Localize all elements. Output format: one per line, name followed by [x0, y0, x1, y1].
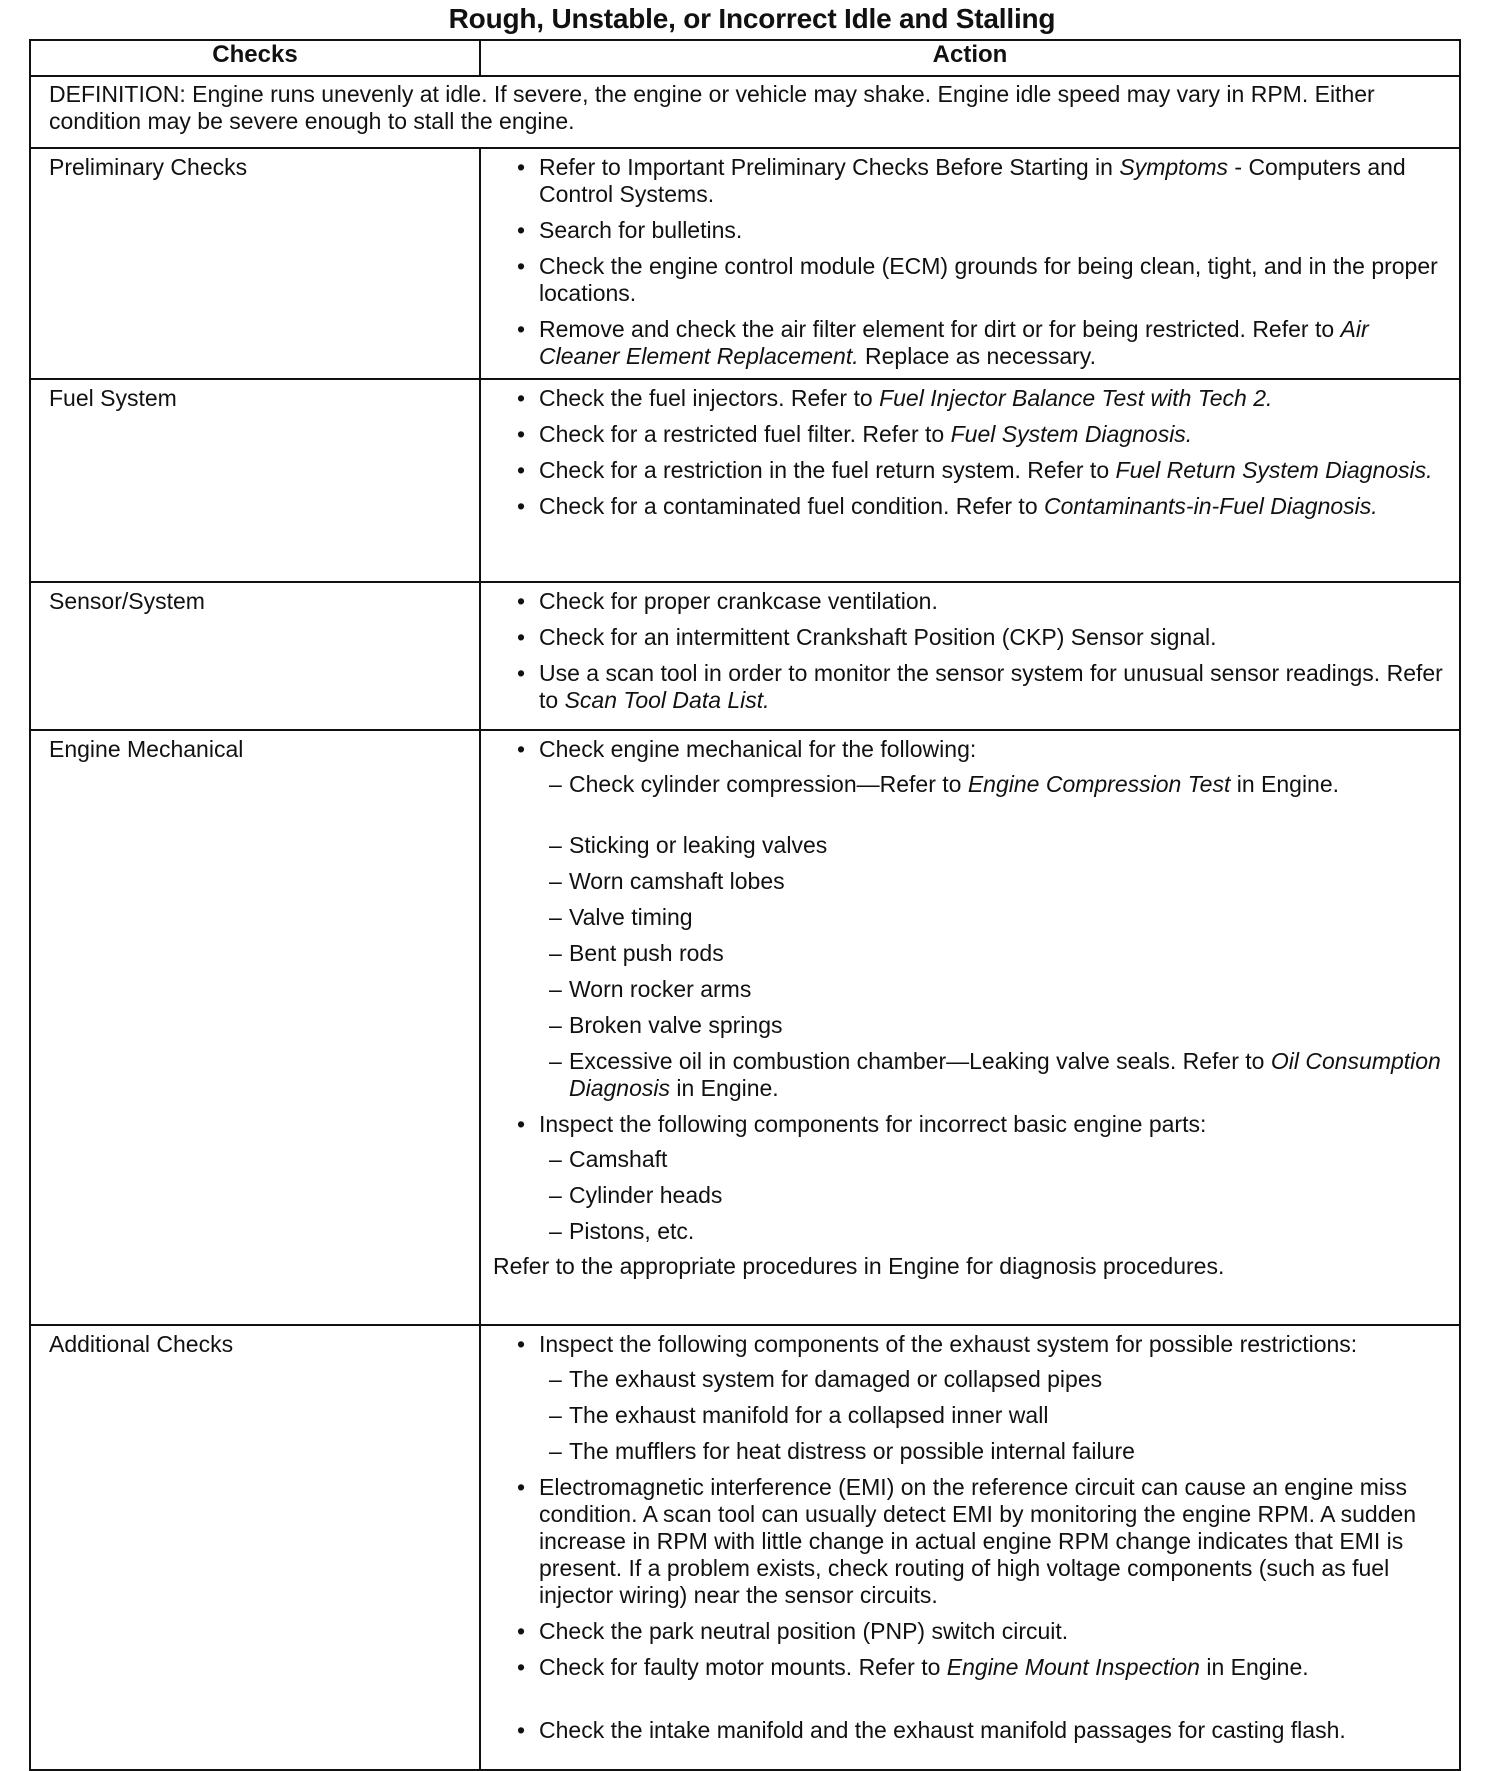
- sub-list: [539, 1146, 1449, 1245]
- list-item: • Refer to Important Preliminary Checks Before Starting in Symptoms - Computers and Control Systems.: [511, 154, 1449, 208]
- check-label: Additional Checks: [30, 1325, 480, 1770]
- definition-row: [30, 76, 1460, 148]
- sub-item: – The exhaust system for damaged or collapsed pipes: [539, 1366, 1449, 1393]
- action-cell: [480, 582, 1460, 730]
- list-item: • Inspect the following components of the exhaust system for possible restrictions: – The exhaust system for damaged or collapsed pipes – The exhaust manifold for a collapsed inner wall – The mufflers for heat distress or possible internal failure: [511, 1331, 1449, 1465]
- check-label: Preliminary Checks: [30, 148, 480, 379]
- list-item: • Inspect the following components for incorrect basic engine parts: – Camshaft – Cylinder heads – Pistons, etc.: [511, 1111, 1449, 1245]
- action-list: [511, 385, 1449, 520]
- header-action: Action: [480, 40, 1460, 76]
- action-cell: [480, 730, 1460, 1325]
- table-row: [30, 730, 1460, 1325]
- list-item: • Check the intake manifold and the exhaust manifold passages for casting flash.: [511, 1717, 1449, 1744]
- sub-item: – Pistons, etc.: [539, 1218, 1449, 1245]
- sub-item: – Excessive oil in combustion chamber—Leaking valve seals. Refer to Oil Consumption Diagnosis in Engine.: [539, 1048, 1449, 1102]
- sub-item: – Cylinder heads: [539, 1182, 1449, 1209]
- header-row: [30, 40, 1460, 76]
- sub-item: – Valve timing: [539, 904, 1449, 931]
- sub-item: – Worn camshaft lobes: [539, 868, 1449, 895]
- action-list: [511, 736, 1449, 1245]
- action-cell: [480, 379, 1460, 582]
- header-checks: Checks: [30, 40, 480, 76]
- list-item: • Use a scan tool in order to monitor the sensor system for unusual sensor readings. Refer to Scan Tool Data List.: [511, 660, 1449, 714]
- list-item: • Check for faulty motor mounts. Refer to Engine Mount Inspection in Engine.: [511, 1654, 1449, 1681]
- list-item: • Remove and check the air filter element for dirt or for being restricted. Refer to Air Cleaner Element Replacement. Replace as necessary.: [511, 316, 1449, 370]
- sub-item: – Sticking or leaking valves: [539, 832, 1449, 859]
- sub-item: – Worn rocker arms: [539, 976, 1449, 1003]
- list-item: • Check the engine control module (ECM) grounds for being clean, tight, and in the proper locations.: [511, 253, 1449, 307]
- diagnostic-table: [29, 39, 1461, 1771]
- action-list: [511, 588, 1449, 714]
- action-cell: [480, 1325, 1460, 1770]
- sub-item: – Bent push rods: [539, 940, 1449, 967]
- list-item: • Check the fuel injectors. Refer to Fuel Injector Balance Test with Tech 2.: [511, 385, 1449, 412]
- action-list: [511, 1331, 1449, 1744]
- list-item: • Search for bulletins.: [511, 217, 1449, 244]
- sub-item: – Camshaft: [539, 1146, 1449, 1173]
- list-item: • Check for a restriction in the fuel return system. Refer to Fuel Return System Diagnosis.: [511, 457, 1449, 484]
- definition-text: DEFINITION: Engine runs unevenly at idle. If severe, the engine or vehicle may shake. Engine idle speed may vary in RPM. Either condition may be severe enough to stall the engine.: [30, 76, 1460, 148]
- action-cell: [480, 148, 1460, 379]
- table-row: [30, 379, 1460, 582]
- list-item: • Check for a restricted fuel filter. Refer to Fuel System Diagnosis.: [511, 421, 1449, 448]
- engine-note: Refer to the appropriate procedures in Engine for diagnosis procedures.: [493, 1253, 1225, 1279]
- action-list: [511, 154, 1449, 370]
- sub-item: – The mufflers for heat distress or possible internal failure: [539, 1438, 1449, 1465]
- list-item: • Check for an intermittent Crankshaft Position (CKP) Sensor signal.: [511, 624, 1449, 651]
- list-item: • Check engine mechanical for the following: – Check cylinder compression—Refer to Engine Compression Test in Engine. – Sticking or leaking valves – Worn camshaft lobes – Valve timing – Bent push rods – Worn rocker arms – Broken valve springs – Excessive oil in combustion chamber—Leaking valve seals. Refer to Oil Consumption Diagnosis in Engine.: [511, 736, 1449, 1102]
- sub-item: – Check cylinder compression—Refer to Engine Compression Test in Engine.: [539, 771, 1449, 798]
- list-item: • Electromagnetic interference (EMI) on the reference circuit can cause an engine miss condition. A scan tool can usually detect EMI by monitoring the engine RPM. A sudden increase in RPM with little change in actual engine RPM change indicates that EMI is present. If a problem exists, check routing of high voltage components (such as fuel injector wiring) near the sensor circuits.: [511, 1474, 1449, 1609]
- list-item: • Check for a contaminated fuel condition. Refer to Contaminants-in-Fuel Diagnosis.: [511, 493, 1449, 520]
- check-label: Sensor/System: [30, 582, 480, 730]
- table-row: [30, 582, 1460, 730]
- list-item: • Check for proper crankcase ventilation.: [511, 588, 1449, 615]
- sub-item: – The exhaust manifold for a collapsed inner wall: [539, 1402, 1449, 1429]
- table-row: [30, 148, 1460, 379]
- page-title: Rough, Unstable, or Incorrect Idle and Stalling: [448, 3, 1056, 34]
- sub-list: [539, 1366, 1449, 1465]
- table-row: [30, 1325, 1460, 1770]
- check-label: Engine Mechanical: [30, 730, 480, 1325]
- sub-list: [539, 771, 1449, 1102]
- check-label: Fuel System: [30, 379, 480, 582]
- sub-item: – Broken valve springs: [539, 1012, 1449, 1039]
- list-item: • Check the park neutral position (PNP) switch circuit.: [511, 1618, 1449, 1645]
